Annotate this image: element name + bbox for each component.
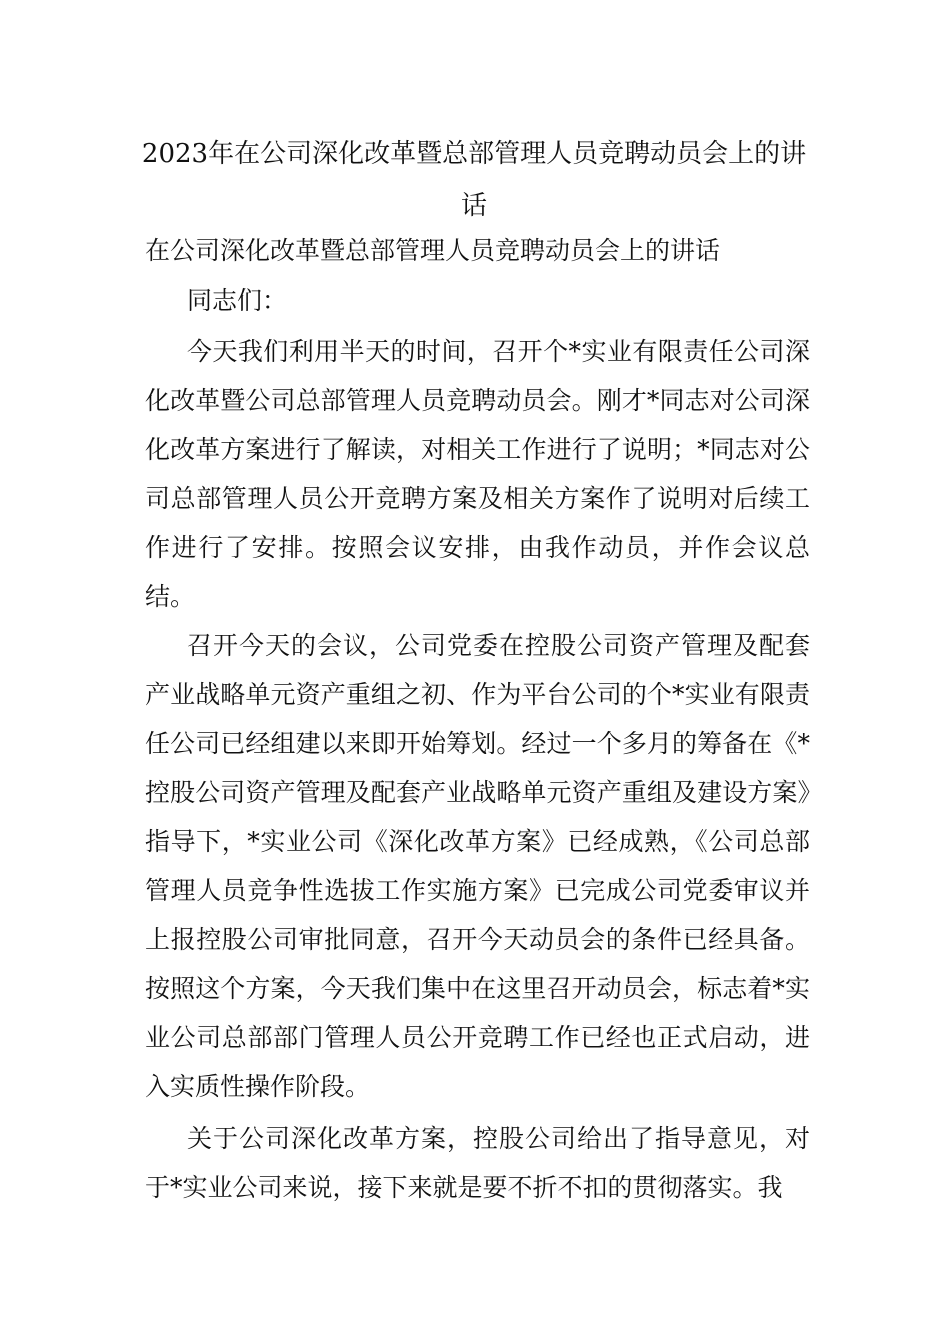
paragraph-3: 关于公司深化改革方案，控股公司给出了指导意见，对于*实业公司来说，接下来就是要不折不扣的贯彻落实。我 — [145, 1124, 810, 1202]
paragraph-1: 今天我们利用半天的时间，召开个*实业有限责任公司深化改革暨公司总部管理人员竞聘动员会。刚才*同志对公司深化改革方案进行了解读，对相关工作进行了说明；*同志对公司总部管理人员公开竞聘方案及相关方案作了说明对后续工作进行了安排。按照会议安排，由我作动员，并作会议总结。 — [145, 337, 810, 611]
document-subtitle: 在公司深化改革暨总部管理人员竞聘动员会上的讲话 — [145, 236, 721, 265]
paragraph-2: 召开今天的会议，公司党委在控股公司资产管理及配套产业战略单元资产重组之初、作为平台公司的个*实业有限责任公司已经组建以来即开始筹划。经过一个多月的筹备在《*控股公司资产管理及配套产业战略单元资产重组及建设方案》指导下，*实业公司《深化改革方案》已经成熟，《公司总部管理人员竞争性选拔工作实施方案》已完成公司党委审议并上报控股公司审批同意，召开今天动员会的条件已经具备。按照这个方案，今天我们集中在这里召开动员会，标志着*实业公司总部部门管理人员公开竞聘工作已经也正式启动，进入实质性操作阶段。 — [145, 631, 810, 1101]
document-title: 2023年在公司深化改革暨总部管理人员竞聘动员会上的讲话 — [141, 139, 807, 221]
greeting: 同志们： — [187, 286, 288, 315]
